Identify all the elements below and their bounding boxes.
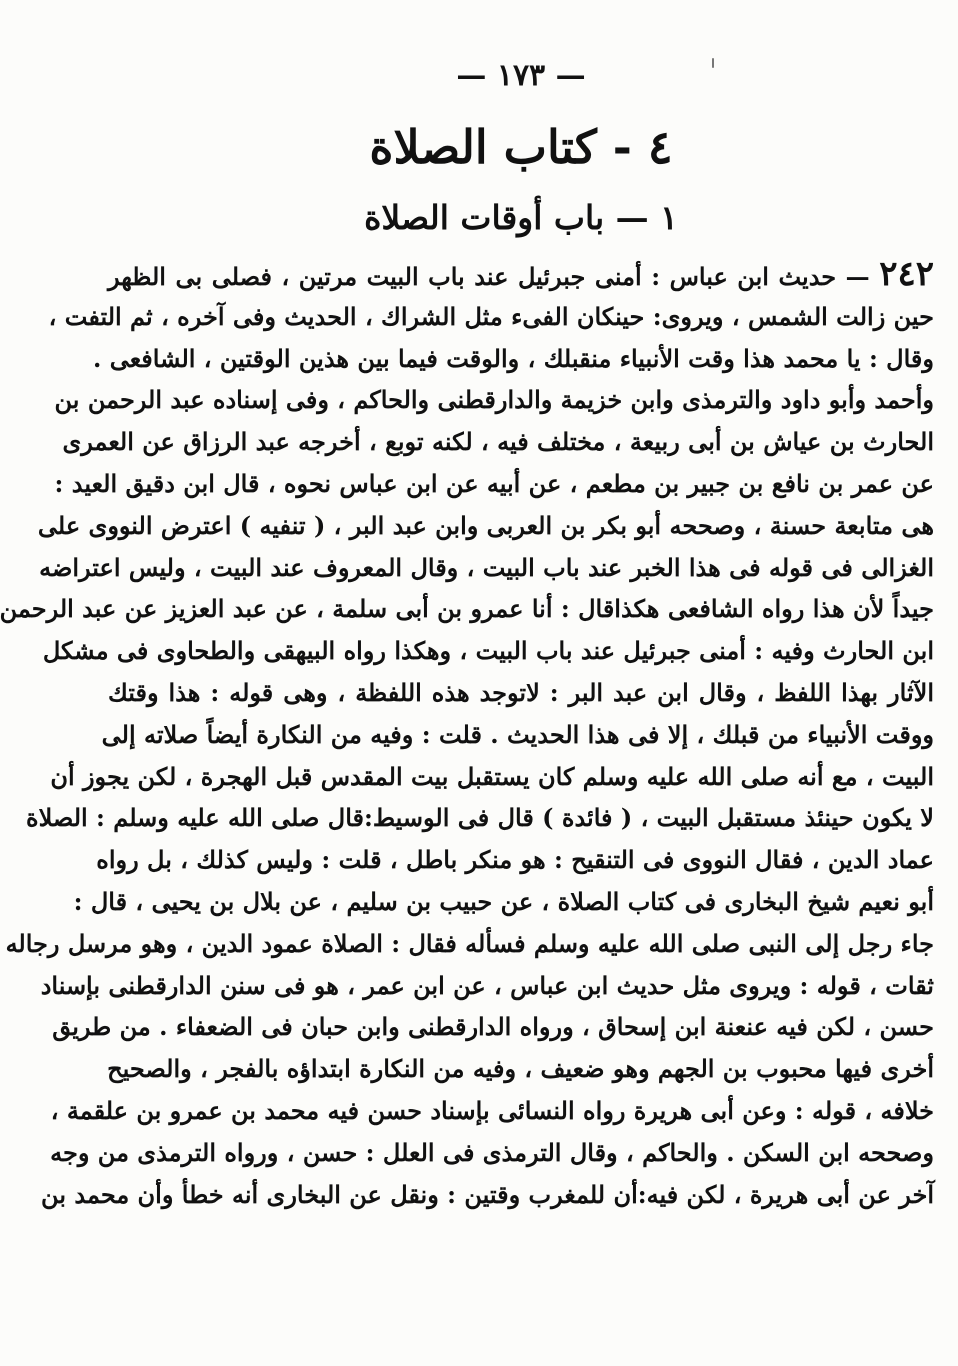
text-line: الغزالى فى قوله فى هذا الخبر عند باب البيت ، وقال المعروف عند البيت ، وليس اعتراضه	[39, 552, 934, 582]
text-line: حسن ، لكن فيه عنعنة ابن إسحاق ، ورواه الدارقطنى وابن حبان فى الضعفاء . من طريق	[52, 1012, 934, 1042]
text-line: أبو نعيم شيخ البخارى فى كتاب الصلاة ، عن حبيب بن سليم ، عن بلال بن يحيى ، قال :	[73, 886, 934, 916]
text-line-1	[108, 254, 934, 296]
text-line: خلافه ، قوله : وعن أبى هريرة رواه النسائى بإسناد حسن فيه محمد بن عمرو بن علقمة ،	[50, 1095, 934, 1125]
text-line: جاء رجل إلى النبى صلى الله عليه وسلم فسأله فقال : الصلاة عمود الدين ، وهو مرسل رجاله	[5, 928, 934, 958]
hadith-number: ٢٤٢	[879, 254, 935, 294]
text-line: حين زالت الشمس ، ويروى: حينكان الفىء مثل الشراك ، الحديث وفى آخره ، ثم التفت ،	[48, 301, 934, 331]
body-text	[0, 254, 935, 1215]
text-line: ووقت الأنبياء من قبلك ، إلا فى هذا الحديث . قلت : وفيه من النكارة أيضاً صلاته إلى	[101, 719, 934, 749]
text-line: هى متابعة حسنة ، وصححه أبو بكر بن العربى وابن عبد البر ، ( تنفيه ) اعترض النووى على	[37, 510, 934, 540]
text-line: الحارث بن عياش بن أبى ربيعة ، مختلف فيه ، لكنه توبع ، أخرجه عبد الرزاق عن العمرى	[62, 427, 934, 457]
text-line: عن عمر بن نافع بن جبير بن مطعم ، عن أبيه عن ابن عباس نحوه ، قال ابن دقيق العيد :	[54, 468, 934, 498]
text-line: الآثار بهذا اللفظ ، وقال ابن عبد البر : لاتوجد هذه اللفظة ، وهى قوله : هذا وقتك	[108, 677, 934, 707]
page-number: — ١٧٣ —	[456, 58, 586, 93]
chapter-title: ١ — باب أوقات الصلاة	[364, 198, 678, 237]
scan-speck	[712, 58, 714, 68]
text-line: ثقات ، قوله : ويروى مثل حديث ابن عباس ، عن ابن عمر ، هو فى سنن الدارقطنى بإسناد	[40, 970, 934, 1000]
text-line: أخرى فيها محبوب بن الجهم وهو ضعيف ، وفيه من النكارة ابتداؤه بالفجر ، والصحيح	[107, 1054, 934, 1084]
text-line: وأحمد وأبو داود والترمذى وابن خزيمة والدارقطنى والحاكم ، وفى إسناده عبد الرحمن بن	[54, 385, 934, 415]
text-line: وصححه ابن السكن . والحاكم ، وقال الترمذى فى العلل : حسن ، ورواه الترمذى من وجه	[50, 1137, 934, 1167]
text-line: وقال : يا محمد هذا وقت الأنبياء منقبلك ، والوقت فيما بين هذين الوقتين ، الشافعى .	[92, 343, 934, 373]
text-line: جيداً لأن هذا رواه الشافعى هكذاقال : أنا عمرو بن أبى سلمة ، عن عبد العزيز عن عبد الرحمن	[0, 594, 934, 624]
text-line: عماد الدين ، فقال النووى فى التنقيح : هو منكر باطل ، قلت : وليس كذلك ، بل رواه	[96, 845, 934, 875]
book-title: ٤ - كتاب الصلاة	[369, 120, 673, 174]
text-line: البيت ، مع أنه صلى الله عليه وسلم كان يستقبل بيت المقدس قبل الهجرة ، لكن يجوز أن	[50, 761, 934, 791]
text-line: آخر عن أبى هريرة ، لكن فيه:أن للمغرب وقتين : ونقل عن البخارى أنه خطأ وأن محمد بن	[41, 1179, 934, 1209]
first-line-text: — حديث ابن عباس : أمنى جبرئيل عند باب البيت مرتين ، فصلى بى الظهر	[108, 262, 870, 291]
text-line: ابن الحارث وفيه : أمنى جبرئيل عند باب البيت ، وهكذا رواه البيهقى والطحاوى فى مشكل	[42, 636, 934, 666]
text-line: لا يكون حينئذ مستقبل البيت ، ( فائدة ) قال فى الوسيط:قال صلى الله عليه وسلم : الصلاة	[26, 803, 934, 833]
